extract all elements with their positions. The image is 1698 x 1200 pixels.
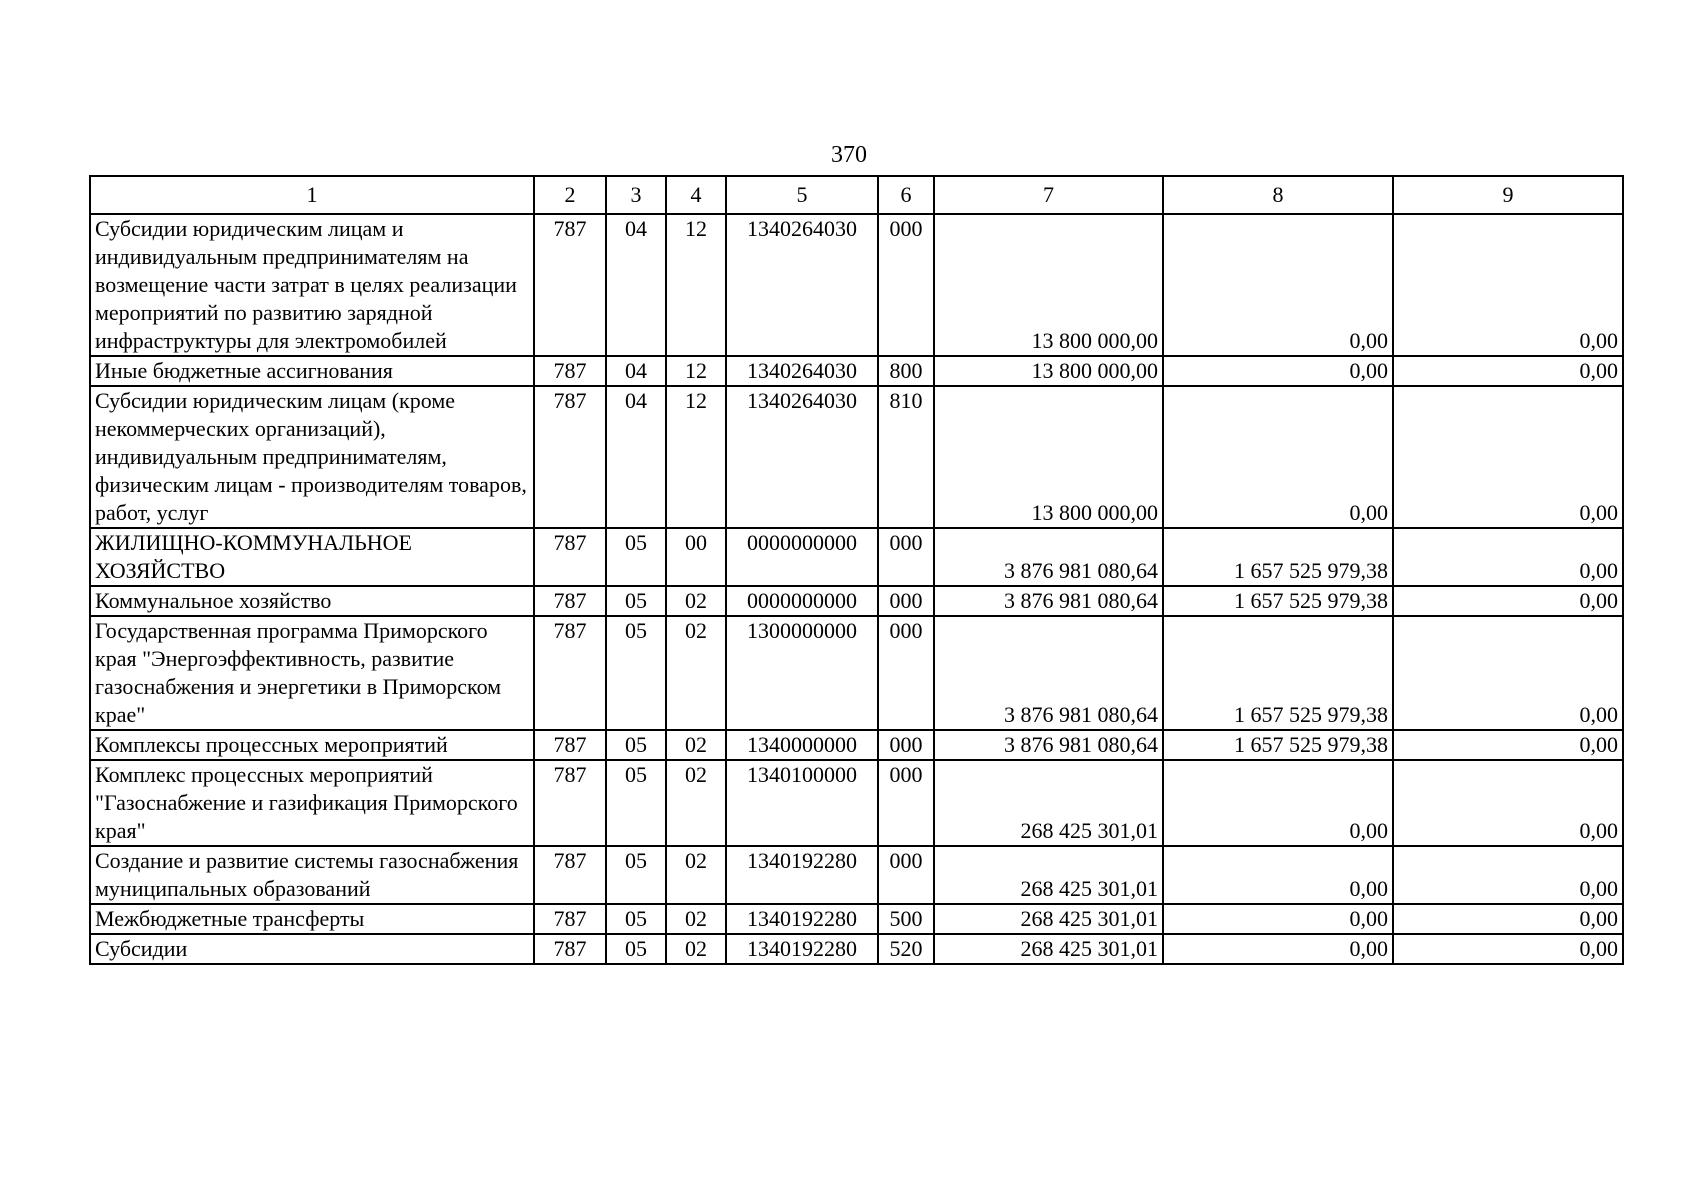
- row-code-expense-type: 800: [878, 356, 934, 386]
- row-code-target: 1340192280: [726, 934, 878, 964]
- row-amount-7: 3 876 981 080,64: [934, 586, 1163, 616]
- row-code-expense-type: 000: [878, 586, 934, 616]
- row-name: Комплекс процессных мероприятий "Газоснабжение и газификация Приморского края": [90, 760, 534, 846]
- header-row: [90, 176, 1623, 214]
- col-header-5: 5: [726, 176, 878, 214]
- row-code-section: 05: [606, 586, 666, 616]
- row-amount-7: 13 800 000,00: [934, 386, 1163, 528]
- row-code-ministry: 787: [534, 760, 606, 846]
- row-amount-7: 3 876 981 080,64: [934, 528, 1163, 586]
- row-code-expense-type: 000: [878, 214, 934, 356]
- row-code-subsection: 12: [666, 386, 726, 528]
- row-name: Субсидии: [90, 934, 534, 964]
- row-name: Иные бюджетные ассигнования: [90, 356, 534, 386]
- row-name: Субсидии юридическим лицам и индивидуальным предпринимателям на возмещение части затрат в целях реализации мероприятий по развитию зарядной инфраструктуры для электромобилей: [90, 214, 534, 356]
- table-row: [90, 586, 1623, 616]
- row-code-subsection: 02: [666, 760, 726, 846]
- row-amount-9: 0,00: [1393, 730, 1623, 760]
- table-row: [90, 760, 1623, 846]
- row-code-section: 05: [606, 760, 666, 846]
- row-code-section: 04: [606, 356, 666, 386]
- row-code-ministry: 787: [534, 586, 606, 616]
- row-code-subsection: 12: [666, 356, 726, 386]
- row-code-target: 1340192280: [726, 846, 878, 904]
- row-code-section: 05: [606, 934, 666, 964]
- row-code-section: 05: [606, 528, 666, 586]
- row-amount-7: 13 800 000,00: [934, 356, 1163, 386]
- row-code-subsection: 12: [666, 214, 726, 356]
- col-header-3: 3: [606, 176, 666, 214]
- row-code-expense-type: 000: [878, 528, 934, 586]
- row-code-section: 04: [606, 386, 666, 528]
- row-code-expense-type: 500: [878, 904, 934, 934]
- row-amount-7: 13 800 000,00: [934, 214, 1163, 356]
- row-code-target: 1340264030: [726, 214, 878, 356]
- row-code-subsection: 02: [666, 586, 726, 616]
- row-amount-9: 0,00: [1393, 934, 1623, 964]
- table-row: [90, 934, 1623, 964]
- table-row: [90, 730, 1623, 760]
- row-amount-9: 0,00: [1393, 616, 1623, 730]
- row-code-subsection: 02: [666, 934, 726, 964]
- row-amount-9: 0,00: [1393, 760, 1623, 846]
- row-code-expense-type: 000: [878, 730, 934, 760]
- row-code-ministry: 787: [534, 528, 606, 586]
- row-amount-9: 0,00: [1393, 586, 1623, 616]
- col-header-7: 7: [934, 176, 1163, 214]
- row-code-ministry: 787: [534, 934, 606, 964]
- row-amount-9: 0,00: [1393, 528, 1623, 586]
- row-code-target: 0000000000: [726, 528, 878, 586]
- row-amount-7: 268 425 301,01: [934, 760, 1163, 846]
- row-code-expense-type: 000: [878, 760, 934, 846]
- col-header-8: 8: [1163, 176, 1393, 214]
- row-code-ministry: 787: [534, 214, 606, 356]
- row-amount-8: 0,00: [1163, 356, 1393, 386]
- row-code-section: 05: [606, 730, 666, 760]
- row-code-target: 1340000000: [726, 730, 878, 760]
- row-code-target: 1340100000: [726, 760, 878, 846]
- row-code-subsection: 02: [666, 846, 726, 904]
- row-amount-8: 1 657 525 979,38: [1163, 528, 1393, 586]
- row-code-expense-type: 000: [878, 846, 934, 904]
- row-amount-7: 3 876 981 080,64: [934, 730, 1163, 760]
- row-code-target: 1340264030: [726, 386, 878, 528]
- budget-table: [89, 175, 1624, 965]
- row-name: Создание и развитие системы газоснабжения муниципальных образований: [90, 846, 534, 904]
- table-row: [90, 356, 1623, 386]
- table-row: [90, 904, 1623, 934]
- row-amount-8: 1 657 525 979,38: [1163, 586, 1393, 616]
- row-amount-8: 0,00: [1163, 214, 1393, 356]
- row-code-expense-type: 000: [878, 616, 934, 730]
- row-amount-9: 0,00: [1393, 386, 1623, 528]
- row-code-ministry: 787: [534, 386, 606, 528]
- table-row: [90, 528, 1623, 586]
- row-name: Комплексы процессных мероприятий: [90, 730, 534, 760]
- col-header-4: 4: [666, 176, 726, 214]
- col-header-9: 9: [1393, 176, 1623, 214]
- row-code-target: 1340264030: [726, 356, 878, 386]
- row-code-ministry: 787: [534, 616, 606, 730]
- col-header-2: 2: [534, 176, 606, 214]
- row-code-ministry: 787: [534, 904, 606, 934]
- row-amount-9: 0,00: [1393, 214, 1623, 356]
- row-name: Субсидии юридическим лицам (кроме некоммерческих организаций), индивидуальным предпринимателям, физическим лицам - производителям товаров, работ, услуг: [90, 386, 534, 528]
- row-code-ministry: 787: [534, 846, 606, 904]
- row-code-ministry: 787: [534, 730, 606, 760]
- row-amount-9: 0,00: [1393, 846, 1623, 904]
- page-number: 370: [831, 142, 867, 168]
- row-code-expense-type: 810: [878, 386, 934, 528]
- row-name: ЖИЛИЩНО-КОММУНАЛЬНОЕ ХОЗЯЙСТВО: [90, 528, 534, 586]
- row-code-subsection: 00: [666, 528, 726, 586]
- row-amount-8: 0,00: [1163, 904, 1393, 934]
- row-name: Межбюджетные трансферты: [90, 904, 534, 934]
- row-amount-8: 0,00: [1163, 386, 1393, 528]
- row-code-subsection: 02: [666, 904, 726, 934]
- row-amount-8: 0,00: [1163, 760, 1393, 846]
- row-amount-7: 268 425 301,01: [934, 934, 1163, 964]
- row-code-subsection: 02: [666, 730, 726, 760]
- row-amount-8: 0,00: [1163, 846, 1393, 904]
- row-code-target: 0000000000: [726, 586, 878, 616]
- row-code-subsection: 02: [666, 616, 726, 730]
- table-row: [90, 214, 1623, 356]
- table-row: [90, 616, 1623, 730]
- row-name: Государственная программа Приморского края "Энергоэффективность, развитие газоснабжения и энергетики в Приморском крае": [90, 616, 534, 730]
- row-code-section: 05: [606, 846, 666, 904]
- row-name: Коммунальное хозяйство: [90, 586, 534, 616]
- table-row: [90, 386, 1623, 528]
- row-code-section: 04: [606, 214, 666, 356]
- row-amount-7: 268 425 301,01: [934, 904, 1163, 934]
- row-amount-9: 0,00: [1393, 904, 1623, 934]
- row-code-expense-type: 520: [878, 934, 934, 964]
- row-code-section: 05: [606, 616, 666, 730]
- row-code-target: 1340192280: [726, 904, 878, 934]
- row-code-target: 1300000000: [726, 616, 878, 730]
- row-amount-8: 0,00: [1163, 934, 1393, 964]
- row-amount-8: 1 657 525 979,38: [1163, 616, 1393, 730]
- row-amount-9: 0,00: [1393, 356, 1623, 386]
- row-code-section: 05: [606, 904, 666, 934]
- col-header-1: 1: [90, 176, 534, 214]
- row-amount-8: 1 657 525 979,38: [1163, 730, 1393, 760]
- table-row: [90, 846, 1623, 904]
- row-amount-7: 268 425 301,01: [934, 846, 1163, 904]
- row-code-ministry: 787: [534, 356, 606, 386]
- col-header-6: 6: [878, 176, 934, 214]
- row-amount-7: 3 876 981 080,64: [934, 616, 1163, 730]
